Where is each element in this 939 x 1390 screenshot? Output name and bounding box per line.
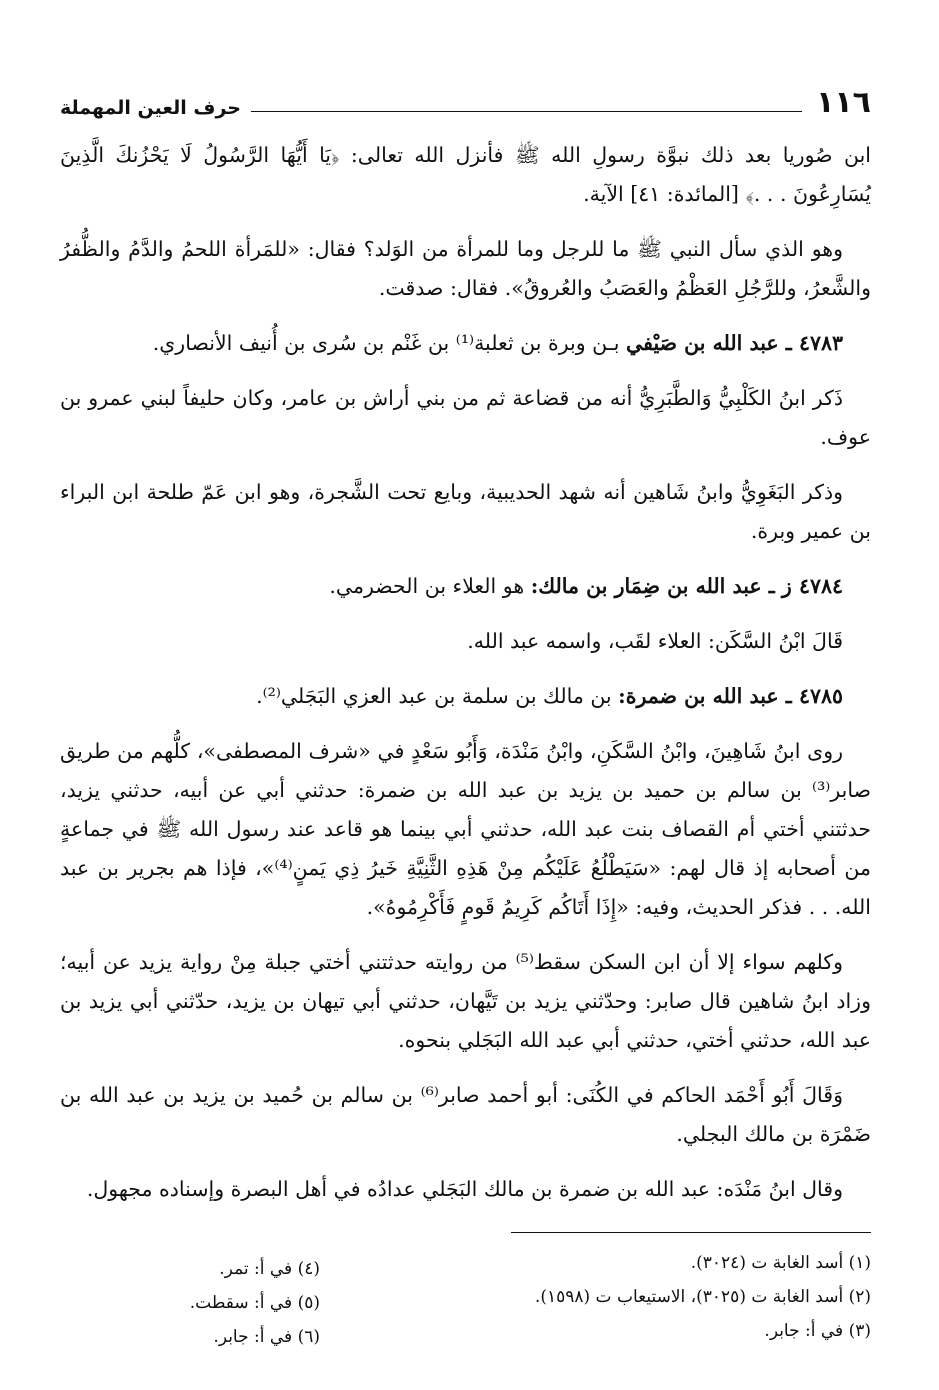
paragraph: ذَكر ابنُ الكَلْبِيُّ وَالطَّبَرِيُّ أنه من قضاعة ثم من بني أراش بن عامر، وكان حليفاً لبني عمرو بن عوف. [60,386,871,449]
footnote: (٤) في أ: تمر. [219,1259,320,1279]
page-number: ١١٦ [816,85,871,120]
entry-text: هو العلاء بن الحضرمي. [329,574,525,598]
entry-heading: ٤٧٨٤ ز ـ عبد الله بن ضِمَار بن مالك: [530,574,843,598]
paragraph: ابن صُوريا بعد ذلك نبوَّة رسولِ الله ﷺ فأنزل الله تعالى: ﴿يَا أَيُّهَا الرَّسُولُ لَا يَحْزُنكَ الَّذِينَ يُسَارِعُونَ . . .﴾ [المائدة: ٤١] الآية. [60,143,871,206]
paragraph: وقال ابنُ مَنْدَه: عبد الله بن ضمرة بن مالك البَجَلي عدادُه في أهل البصرة وإسناده مجهول. [86,1177,843,1201]
entry-text: بـن وبرة بن ثعلبة⁽¹⁾ بن غَنْم بن سُرى بن أُنيف الأنصاري. [152,331,620,355]
page-header [60,78,871,118]
running-title: حرف العين المهملة [60,97,241,119]
entry-heading: ٤٧٨٥ ـ عبد الله بن ضمرة: [618,684,843,708]
entry-4785 [60,677,871,716]
entry-heading: ٤٧٨٣ ـ عبد الله بن صَيْفي [626,331,843,355]
footnote: (٥) في أ: سقطت. [189,1293,320,1313]
footnote: (٢) أسد الغابة ت (٣٠٢٥)، الاستيعاب ت (١٥٩٨). [534,1287,871,1307]
footnote: (١) أسد الغابة ت (٣٠٢٤). [690,1253,871,1273]
paragraph: قَالَ ابْنُ السَّكَن: العلاء لقَب، واسمه عبد الله. [467,629,843,653]
footnote-rule [511,1232,871,1233]
main-text [60,136,871,1225]
paragraph: وذكر البَغَوِيُّ وابنُ شَاهين أنه شهد الحديبية، وبايع تحت الشَّجرة، وهو ابن عَمّ طلحة ابن البراء بن عمير وبرة. [60,480,871,543]
footnote: (٦) في أ: جابر. [213,1327,320,1347]
footnotes-right-column [451,1246,871,1348]
paragraph: روى ابنُ شَاهِينَ، وابْنُ السَّكَنِ، وابْنُ مَنْدَة، وَأَبُو سَعْدٍ في «شرف المصطفى»، كلُّهم من طريق صابر⁽³⁾ بن سالم بن حميد بن يزيد بن عبد الله بن ضمرة: حدثني أبي عن أبيه، حدثني يزيد، حدثتني أختي أم القصاف بنت عبد الله، حدثني أبي بينما هو قاعد عند رسول الله ﷺ في جماعةٍ من أصحابه إذ قال لهم: «سَيَطْلُعُ عَلَيْكُم مِنْ هَذِهِ الثَّنِيَّةِ خَيرُ ذِي يَمنٍ⁽⁴⁾»، فإذا هم بجرير بن عبد الله. . . فذكر الحديث، وفيه: «إِذَا أَتَاكُم كَرِيمُ قَومٍ فَأَكْرِمُوهُ». [60,739,872,919]
footnotes-left-column [80,1252,320,1354]
entry-4784 [60,567,871,606]
entry-4783 [60,324,871,363]
entry-text: بن مالك بن سلمة بن عبد العزي البَجَلي⁽²⁾. [256,684,612,708]
paragraph: وَقَالَ أَبُو أَحْمَد الحاكم في الكُنَى: أبو أحمد صابر⁽⁶⁾ بن سالم بن حُميد بن يزيد بن عبد الله بن ضَمْرَة بن مالك البجلي. [60,1083,871,1146]
paragraph: وكلهم سواء إلا أن ابن السكن سقط⁽⁵⁾ من روايته حدثتني أختي جبلة مِنْ رواية يزيد عن أبيه؛ وزاد ابنُ شاهين قال صابر: وحدّثني يزيد بن تَيَّهان، حدثني أبي تيهان بن يزيد، حدّثني أبي يزيد بن عبد الله، حدثني أختي، حدثني أبي عبد الله البَجَلي بنحوه. [60,950,871,1052]
paragraph: وهو الذي سأل النبي ﷺ ما للرجل وما للمرأة من الوَلد؟ فقال: «للمَرأة اللحمُ والدَّمُ والظُّفرُ والشَّعرُ، وللرَّجُلِ العَظْمُ والعَصَبُ والعُروقُ». فقال: صدقت. [60,237,871,300]
footnotes [60,1232,871,1352]
footnote: (٣) في أ: جابر. [764,1321,871,1341]
header-rule [251,111,802,112]
